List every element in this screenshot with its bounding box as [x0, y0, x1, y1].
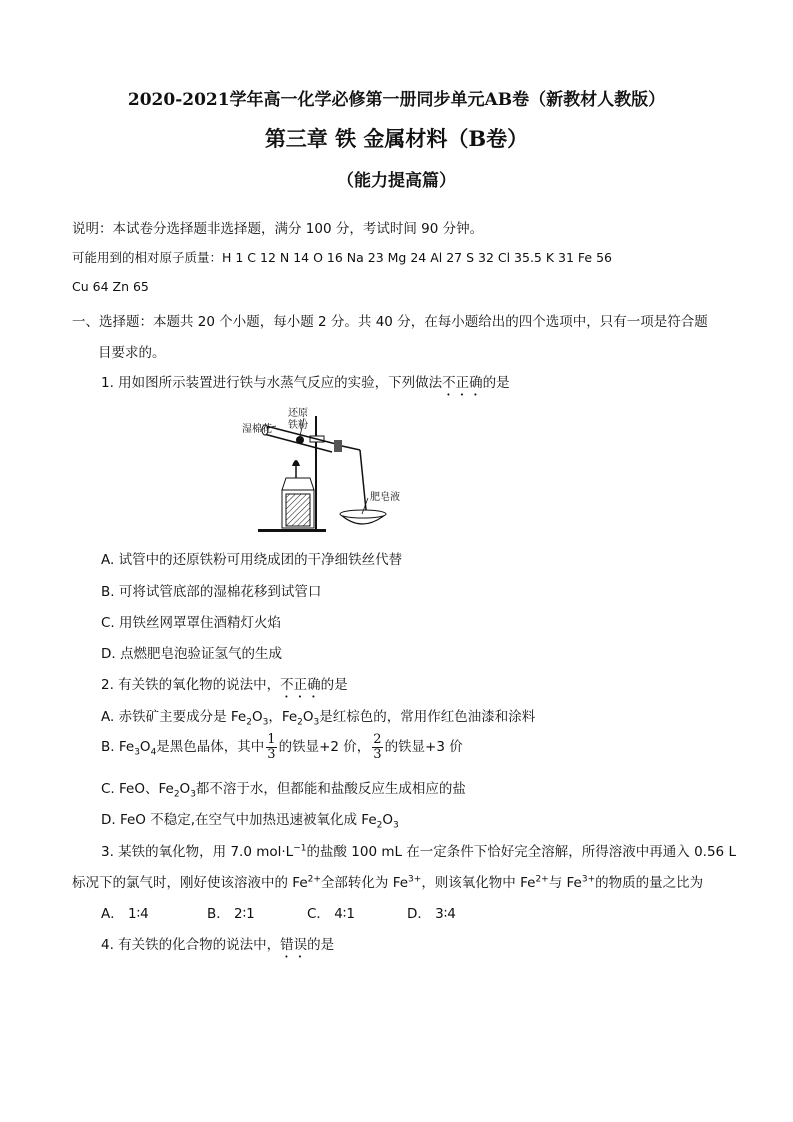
- wet-cotton-label: 湿棉花: [242, 424, 272, 435]
- q3-option-b: B． 2∶1: [207, 906, 255, 922]
- q1-option-c: C. 用铁丝网罩罩住酒精灯火焰: [101, 615, 282, 631]
- superscript: 2+: [307, 874, 321, 885]
- q1-stem-text: 1. 用如图所示装置进行铁与水蒸气反应的实验，下列做法: [101, 375, 443, 391]
- q2-b-part2: O: [139, 739, 151, 755]
- q2-a-part2: O: [251, 709, 263, 725]
- q3-option-c: C． 4∶1: [307, 906, 355, 922]
- q2-b-part3: 是黑色晶体，其中: [156, 739, 265, 755]
- q2-b-part1: B. Fe: [101, 739, 135, 755]
- superscript: 2+: [535, 874, 549, 885]
- q1-option-b: B. 可将试管底部的湿棉花移到试管口: [101, 584, 322, 600]
- subscript: 2: [376, 820, 383, 831]
- q3-stem-line2: [72, 871, 703, 891]
- q2-b-part4: 的铁显+2 价，: [278, 739, 371, 755]
- q2-c-part3: 都不溶于水，但都能和盐酸反应生成相应的盐: [195, 781, 466, 797]
- q2-stem-emphasis: 不正确: [280, 677, 321, 693]
- fraction-numerator: 2: [373, 731, 382, 747]
- q2-option-b: [101, 731, 463, 769]
- q2-c-part2: O: [179, 781, 191, 797]
- exam-note: 说明：本试卷分选择题非选择题，满分 100 分，考试时间 90 分钟。: [72, 221, 484, 237]
- exam-title: 2020-2021学年高一化学必修第一册同步单元AB卷（新教材人教版）: [127, 90, 666, 110]
- q3-stem-line1: [101, 840, 736, 860]
- q3-option-a: A． 1∶4: [101, 906, 149, 922]
- atomic-masses-line1: 可能用到的相对原子质量：H 1 C 12 N 14 O 16 Na 23 Mg 24 Al 27 S 32 Cl 35.5 K 31 Fe 56: [72, 250, 612, 265]
- subscript: 4: [150, 747, 157, 758]
- q1-stem-end: 的是: [482, 375, 510, 391]
- q3-line2-part4: 与 Fe: [548, 875, 582, 891]
- subscript: 3: [313, 717, 320, 728]
- section-heading-line1: 一、选择题：本题共 20 个小题，每小题 2 分。共 40 分，在每小题给出的四个选项中，只有一项是符合题: [72, 314, 708, 330]
- subscript: 3: [134, 747, 140, 758]
- q1-stem: [101, 371, 510, 399]
- q4-stem-emphasis: 错误: [280, 937, 308, 953]
- superscript: 3+: [581, 874, 596, 885]
- atomic-masses-line2: Cu 64 Zn 65: [72, 279, 149, 294]
- q2-stem-text: 2. 有关铁的氧化物的说法中，: [101, 677, 281, 693]
- q3-options: [101, 902, 456, 922]
- q1-option-d: D. 点燃肥皂泡验证氢气的生成: [101, 646, 282, 662]
- subscript: 3: [393, 820, 399, 831]
- q4-stem: [101, 933, 334, 961]
- subtitle: （能力提高篇）: [337, 171, 456, 191]
- q2-option-d: [101, 808, 399, 831]
- q3-line1-part2: 的盐酸 100 mL 在一定条件下恰好完全溶解，所得溶液中再通入 0.56 L: [306, 844, 736, 860]
- superscript: 3+: [408, 874, 422, 885]
- soap-solution-label: 肥皂液: [370, 492, 400, 503]
- subscript: 3: [190, 789, 196, 800]
- q3-line2-part2: 全部转化为 Fe: [320, 875, 409, 891]
- chapter-title: 第三章 铁 金属材料（B卷）: [264, 126, 529, 151]
- reduced-iron-label-top: 还原: [288, 408, 308, 419]
- q2-stem: [101, 673, 348, 701]
- fraction-numerator: 1: [267, 731, 276, 747]
- q2-d-part2: O: [382, 812, 394, 828]
- q2-a-part3: ，Fe: [268, 709, 298, 725]
- q2-b-part5: 的铁显+3 价: [384, 739, 463, 755]
- subscript: 2: [297, 717, 303, 728]
- iron-steam-apparatus-figure: [240, 402, 400, 534]
- q2-option-a: [101, 705, 535, 728]
- q2-a-part1: A. 赤铁矿主要成分是 Fe: [101, 709, 247, 725]
- q3-line2-part3: ，则该氧化物中 Fe: [421, 875, 536, 891]
- q2-stem-end: 的是: [320, 677, 348, 693]
- q4-stem-text: 4. 有关铁的化合物的说法中，: [101, 937, 281, 953]
- fraction-denominator: 3: [373, 746, 382, 762]
- q3-line1-part1: 3. 某铁的氧化物，用 7.0 mol·L: [101, 844, 294, 860]
- subscript: 2: [173, 789, 180, 800]
- superscript: −1: [293, 843, 307, 854]
- fraction-denominator: 3: [267, 746, 276, 762]
- q3-option-d: D． 3∶4: [407, 906, 456, 922]
- q1-stem-emphasis: 不正确: [442, 375, 483, 391]
- fraction-two-thirds: [372, 733, 382, 762]
- fraction-one-third: [266, 733, 276, 762]
- q1-option-a: A. 试管中的还原铁粉可用绕成团的干净细铁丝代替: [101, 552, 403, 568]
- q2-d-part1: D. FeO 不稳定,在空气中加热迅速被氧化成 Fe: [101, 812, 377, 828]
- q3-line2-part1: 标况下的氯气时，刚好使该溶液中的 Fe: [72, 875, 308, 891]
- q4-stem-end: 的是: [307, 937, 335, 953]
- q2-option-c: [101, 777, 466, 800]
- q2-a-part4: O: [302, 709, 314, 725]
- reduced-iron-label-bottom: 铁粉: [288, 420, 308, 431]
- section-heading-line2: 目要求的。: [98, 345, 166, 361]
- subscript: 3: [262, 717, 269, 728]
- q3-line2-part5: 的物质的量之比为: [595, 875, 704, 891]
- q2-a-part5: 是红棕色的，常用作红色油漆和涂料: [319, 709, 536, 725]
- q2-c-part1: C. FeO、Fe: [101, 781, 174, 797]
- subscript: 2: [246, 717, 252, 728]
